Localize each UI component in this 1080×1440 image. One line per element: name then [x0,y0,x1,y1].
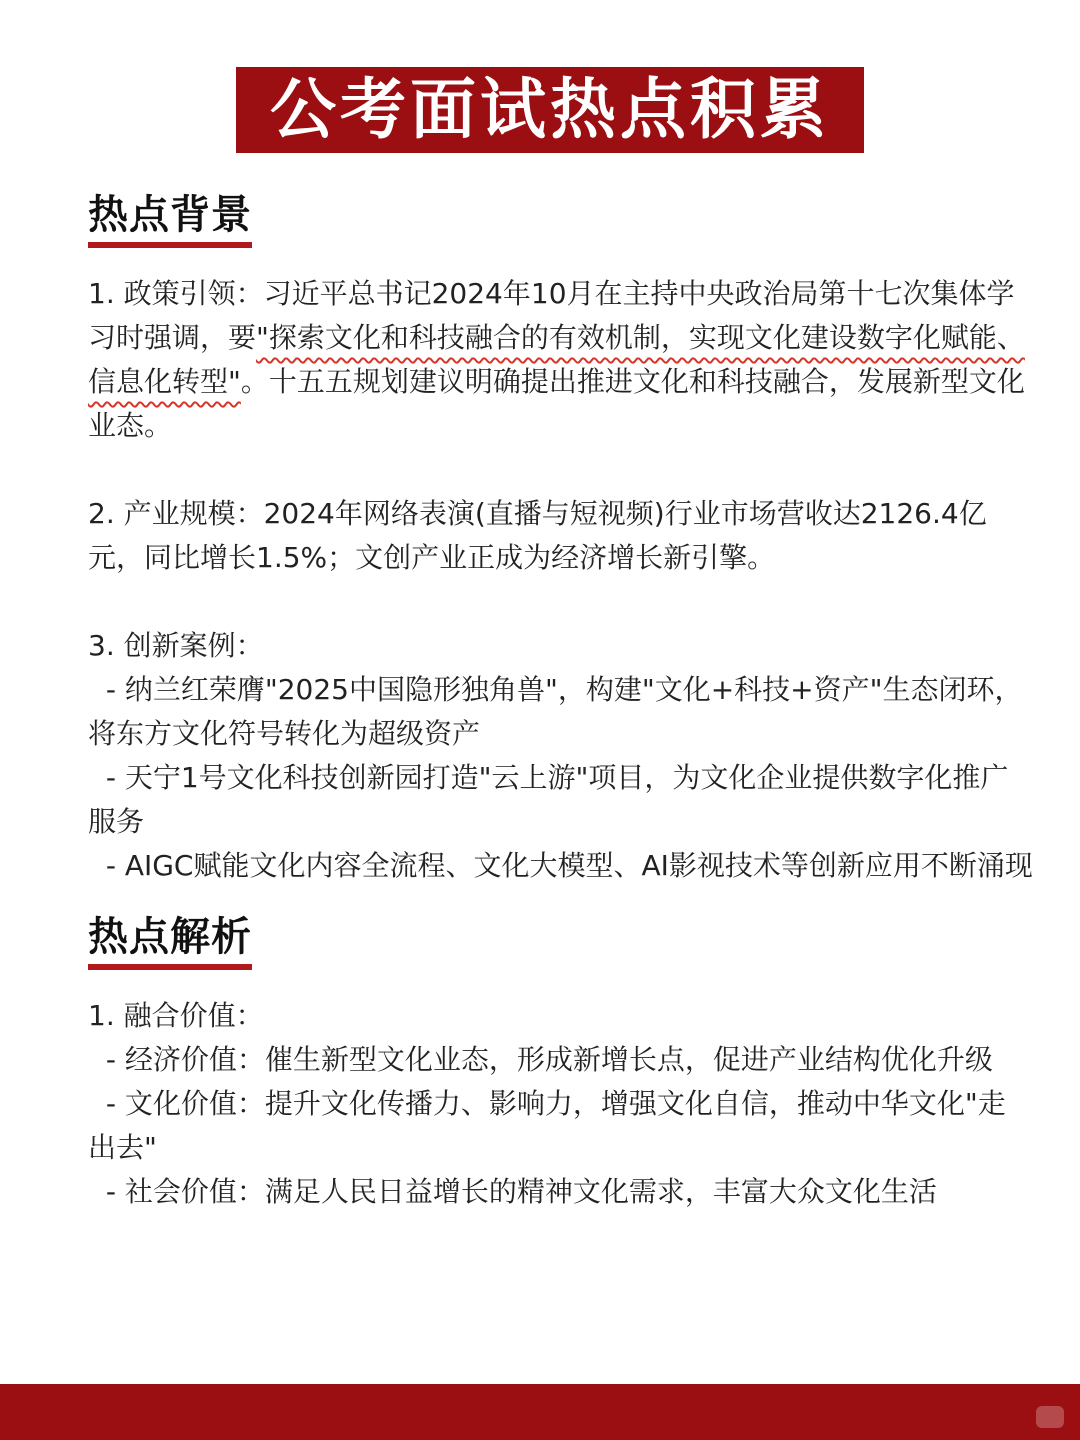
title-banner: 公考面试热点积累 [236,67,864,153]
policy-text-pre: 1. 政策引领：习近平总书记2024年10月在主持中央政治局第十七次集体学习时强调，要 [88,277,1015,354]
list-item: - 社会价值：满足人民日益增长的精神文化需求，丰富大众文化生活 [88,1175,937,1208]
innovation-cases-title: 3. 创新案例： [88,629,264,662]
watermark-icon [1036,1406,1064,1428]
policy-text-post: 。十五五规划建议明确提出推进文化和科技融合，发展新型文化业态。 [88,365,1025,442]
list-item: - 文化价值：提升文化传播力、影响力，增强文化自信，推动中华文化"走出去" [88,1087,1006,1164]
list-item: - 天宁1号文化科技创新园打造"云上游"项目，为文化企业提供数字化推广服务 [88,761,1009,838]
section-heading-analysis [88,912,252,970]
content [88,190,1033,1214]
policy-quote: "探索文化和科技融合的有效机制，实现文化建设数字化赋能、信息化转型" [88,321,1025,398]
heading-underline [88,964,252,970]
heading-text: 热点解析 [88,914,252,960]
heading-text: 热点背景 [88,192,252,238]
list-item: - 经济价值：催生新型文化业态，形成新增长点，促进产业结构优化升级 [88,1043,993,1076]
bottom-band [0,1384,1080,1440]
list-item: - AIGC赋能文化内容全流程、文化大模型、AI影视技术等创新应用不断涌现 [88,849,1033,882]
policy-paragraph [88,272,1033,448]
fusion-value-title: 1. 融合价值： [88,999,264,1032]
industry-scale-paragraph: 2. 产业规模：2024年网络表演(直播与短视频)行业市场营收达2126.4亿元，同比增长1.5%；文创产业正成为经济增长新引擎。 [88,497,987,574]
heading-underline [88,242,252,248]
section-heading-background [88,190,252,248]
list-item: - 纳兰红荣膺"2025中国隐形独角兽"，构建"文化+科技+资产"生态闭环，将东方文化符号转化为超级资产 [88,673,1023,750]
